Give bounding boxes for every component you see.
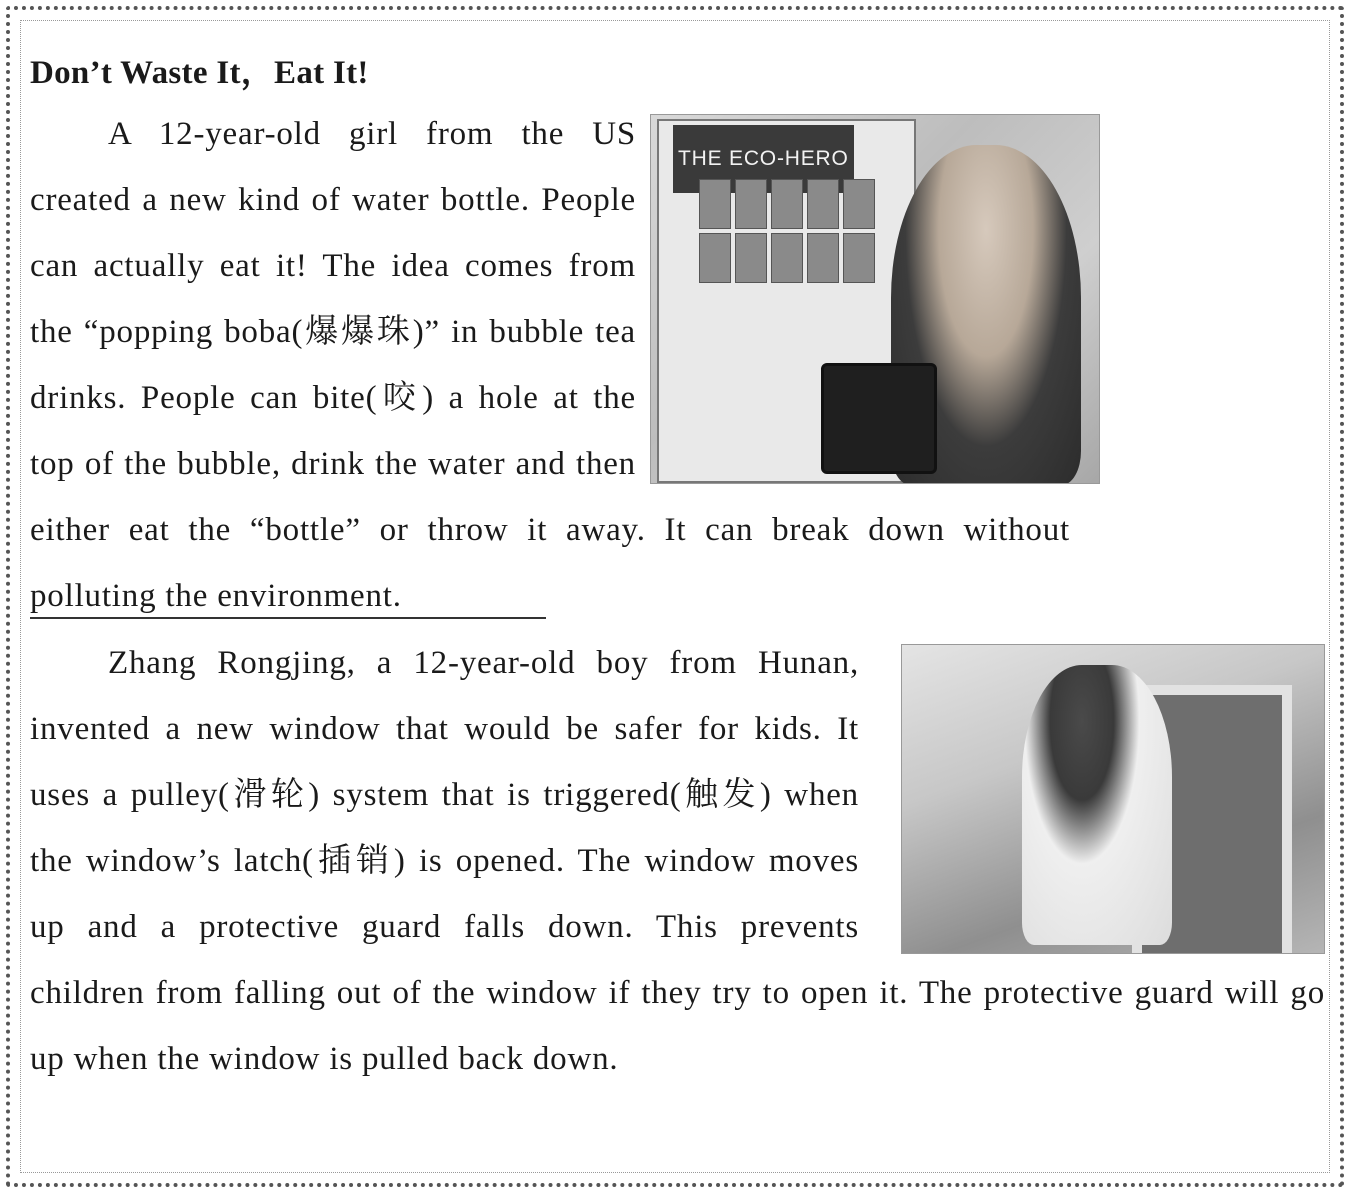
poster-tile [807, 179, 839, 229]
boy-figure [1022, 665, 1172, 945]
poster-tile [699, 233, 731, 283]
paragraph-text: A 12-year-old girl from the US created a new kind of water bottle. People can actually eat it! The idea comes from the “popping boba(爆爆珠)” in bubble tea drinks. People can bite(咬) a hole at the top of the bubble, drink the water and then either eat the “bottle” or throw it away. It can break down without polluting the environment. [30, 116, 1070, 614]
article-title: Don’t Waste It，Eat It! [30, 55, 369, 91]
paragraph-eat-it [30, 101, 1070, 629]
poster-tile [843, 179, 875, 229]
poster-tile [771, 179, 803, 229]
poster-tile [699, 179, 731, 229]
poster-tile [807, 233, 839, 283]
tablet [821, 363, 937, 474]
paragraph-text: Zhang Rongjing, a 12-year-old boy from Hunan, invented a new window that would be safer for kids. It uses a pulley(滑轮) system that is triggered(触发) when the window’s latch(插销) is opened. The window moves up and a protective guard falls down. This prevents children from falling out of the window if they try to open it. The protective guard will go up when the window is pulled back down. [30, 645, 1325, 1077]
poster-tile [771, 233, 803, 283]
poster-tile [735, 179, 767, 229]
poster-tile [735, 233, 767, 283]
poster-tile [843, 233, 875, 283]
poster-title: THE ECO-HERO [673, 125, 854, 193]
girl-photo [650, 114, 1100, 484]
paragraph-window [30, 630, 1325, 1092]
boy-photo [901, 644, 1325, 954]
divider-line [30, 617, 546, 619]
